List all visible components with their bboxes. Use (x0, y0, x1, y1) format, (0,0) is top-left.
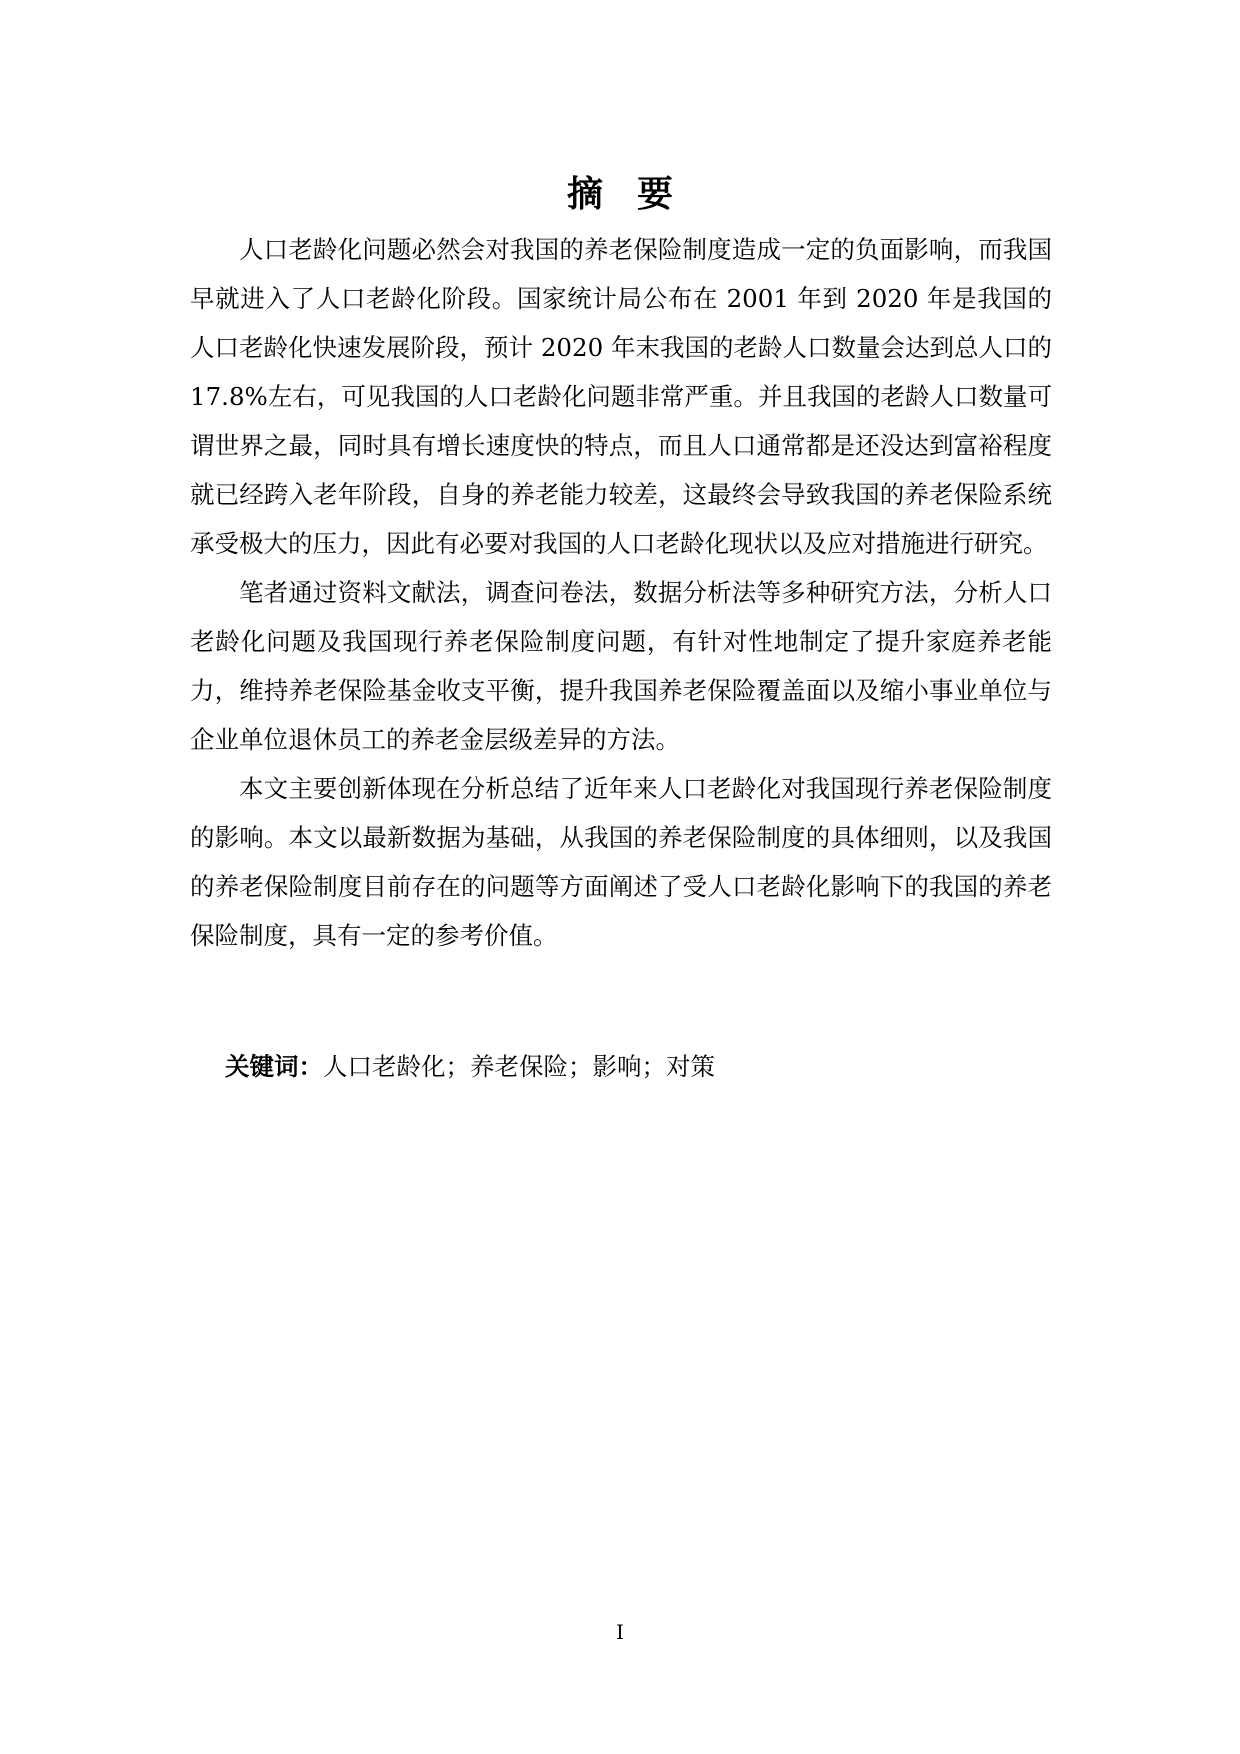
abstract-paragraph-2: 笔者通过资料文献法，调查问卷法，数据分析法等多种研究方法，分析人口老龄化问题及我国现行养老保险制度问题，有针对性地制定了提升家庭养老能力，维持养老保险基金收支平衡，提升我国养老保险覆盖面以及缩小事业单位与企业单位退休员工的养老金层级差异的方法。 (190, 578, 1052, 754)
abstract-body (190, 225, 1052, 960)
keywords-text: 人口老龄化；养老保险；影响；对策 (323, 1052, 715, 1081)
keywords-label: 关键词： (225, 1052, 323, 1081)
page-title: 摘要 (566, 173, 707, 215)
page-number: I (616, 1620, 624, 1644)
abstract-paragraph-1: 人口老龄化问题必然会对我国的养老保险制度造成一定的负面影响，而我国早就进入了人口老龄化阶段。国家统计局公布在 2001 年到 2020 年是我国的人口老龄化快速发展阶段，预计 2020 年末我国的老龄人口数量会达到总人口的 17.8%左右，可见我国的人口老龄化问题非常严重。并且我国的老龄人口数量可谓世界之最，同时具有增长速度快的特点，而且人口通常都是还没达到富裕程度就已经跨入老年阶段，自身的养老能力较差，这最终会导致我国的养老保险系统承受极大的压力，因此有必要对我国的人口老龄化现状以及应对措施进行研究。 (190, 235, 1052, 558)
keywords-line (225, 1042, 715, 1091)
abstract-paragraph-3: 本文主要创新体现在分析总结了近年来人口老龄化对我国现行养老保险制度的影响。本文以最新数据为基础，从我国的养老保险制度的具体细则，以及我国的养老保险制度目前存在的问题等方面阐述了受人口老龄化影响下的我国的养老保险制度，具有一定的参考价值。 (190, 774, 1052, 950)
